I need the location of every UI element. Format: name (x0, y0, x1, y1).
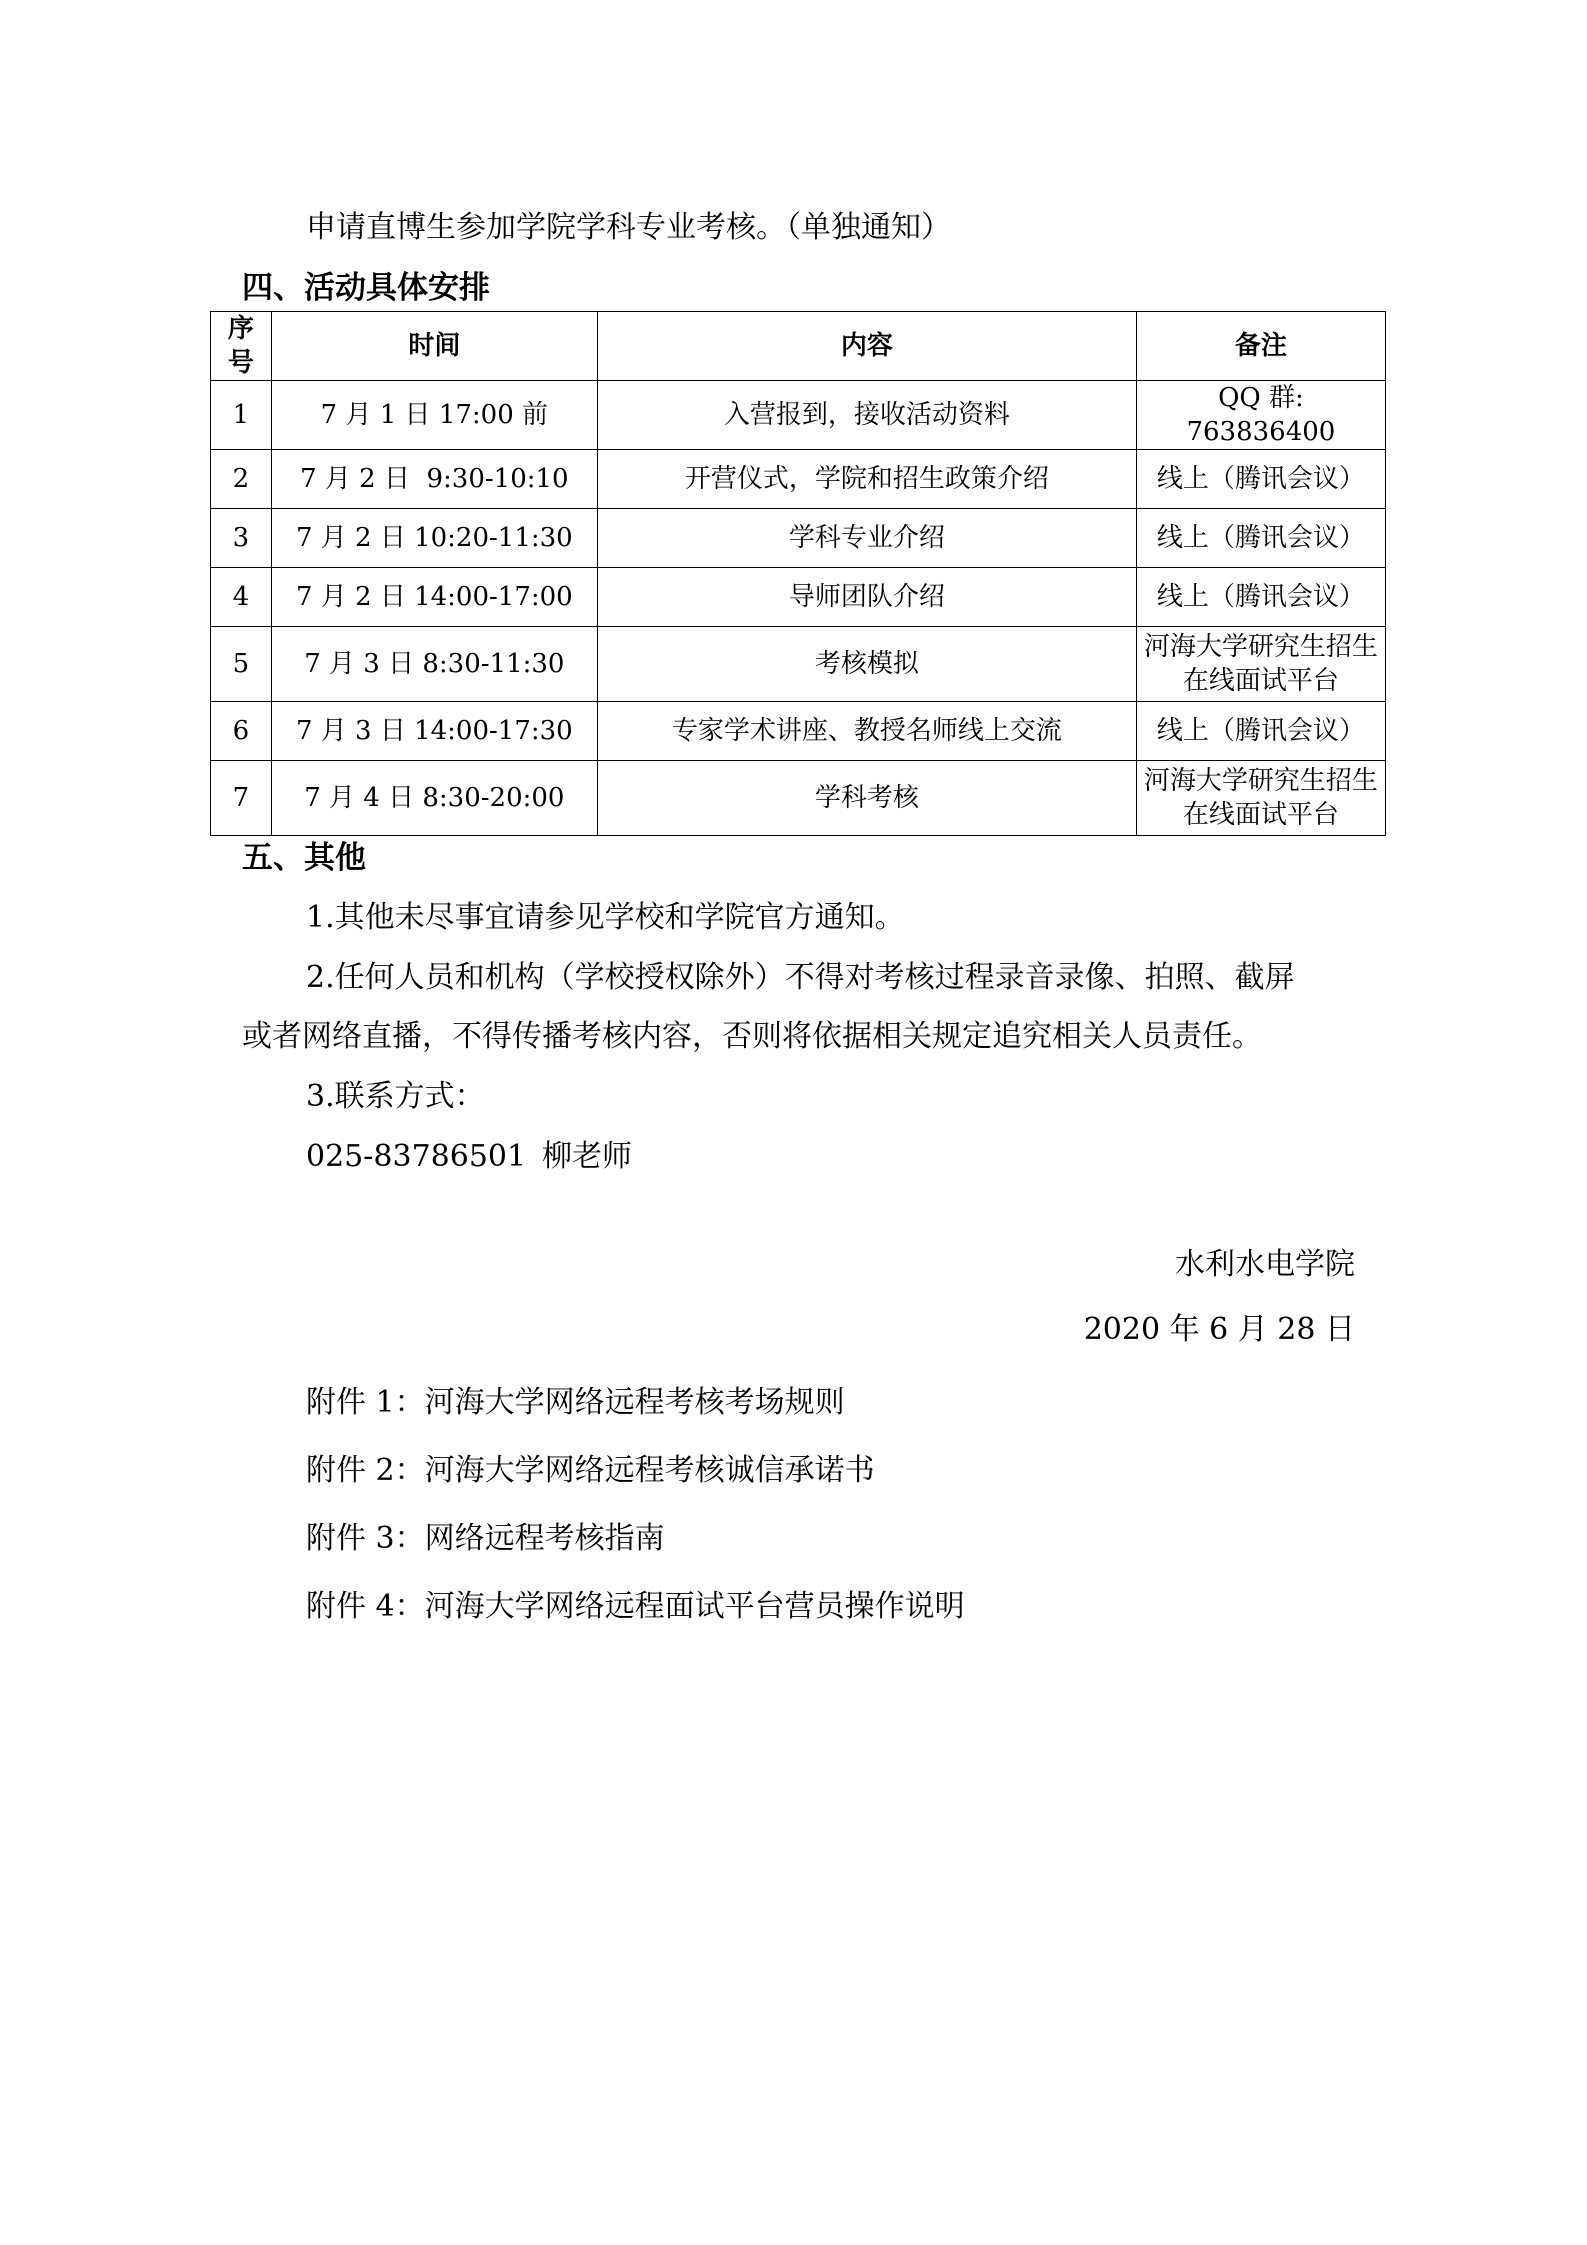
table-row (211, 450, 1386, 509)
header-content: 内容 (597, 312, 1136, 381)
table-header-row (211, 312, 1386, 381)
contact-name: 柳老师 (542, 1139, 632, 1174)
cell-time: 7 月 3 日 14:00-17:30 (271, 702, 597, 761)
cell-no: 7 (211, 761, 272, 836)
cell-no: 4 (211, 568, 272, 627)
cell-content: 学科专业介绍 (597, 509, 1136, 568)
other-item-3: 3.联系方式： (306, 1079, 485, 1114)
signature-date: 2020 年 6 月 28 日 (1083, 1312, 1355, 1347)
cell-time: 7 月 2 日 10:20-11:30 (271, 509, 597, 568)
attachment-1: 附件 1：河海大学网络远程考核考场规则 (306, 1385, 845, 1420)
header-note: 备注 (1136, 312, 1385, 381)
cell-no: 5 (211, 627, 272, 702)
other-item-1: 1.其他未尽事宜请参见学校和学院官方通知。 (306, 900, 905, 935)
header-no: 序号 (211, 312, 272, 381)
table-row (211, 761, 1386, 836)
cell-no: 6 (211, 702, 272, 761)
cell-content: 入营报到，接收活动资料 (597, 381, 1136, 450)
cell-note: 河海大学研究生招生在线面试平台 (1136, 761, 1385, 836)
cell-content: 开营仪式，学院和招生政策介绍 (597, 450, 1136, 509)
cell-time: 7 月 2 日 14:00-17:00 (271, 568, 597, 627)
cell-note: 线上（腾讯会议） (1136, 568, 1385, 627)
cell-no: 3 (211, 509, 272, 568)
cell-note: QQ 群: 763836400 (1136, 381, 1385, 450)
attachment-3: 附件 3：网络远程考核指南 (306, 1521, 665, 1556)
cell-no: 1 (211, 381, 272, 450)
table-row (211, 381, 1386, 450)
other-item-2-line1: 2.任何人员和机构（学校授权除外）不得对考核过程录音录像、拍照、截屏 (306, 960, 1295, 995)
table-row (211, 509, 1386, 568)
cell-time: 7 月 2 日 9:30-10:10 (271, 450, 597, 509)
cell-content: 学科考核 (597, 761, 1136, 836)
intro-line: 申请直博生参加学院学科专业考核。（单独通知） (306, 210, 951, 245)
attachment-4: 附件 4：河海大学网络远程面试平台营员操作说明 (306, 1589, 965, 1624)
cell-time: 7 月 4 日 8:30-20:00 (271, 761, 597, 836)
contact-phone: 025-83786501 (306, 1139, 527, 1174)
schedule-table (210, 311, 1386, 836)
cell-note: 线上（腾讯会议） (1136, 509, 1385, 568)
section5-title: 五、其他 (242, 840, 366, 876)
signature-org: 水利水电学院 (1175, 1247, 1355, 1282)
cell-note: 河海大学研究生招生在线面试平台 (1136, 627, 1385, 702)
cell-time: 7 月 3 日 8:30-11:30 (271, 627, 597, 702)
cell-content: 导师团队介绍 (597, 568, 1136, 627)
cell-no: 2 (211, 450, 272, 509)
cell-time: 7 月 1 日 17:00 前 (271, 381, 597, 450)
other-item-2-line2: 或者网络直播，不得传播考核内容，否则将依据相关规定追究相关人员责任。 (242, 1019, 1262, 1054)
section4-title: 四、活动具体安排 (242, 270, 490, 306)
header-time: 时间 (271, 312, 597, 381)
table-row (211, 568, 1386, 627)
cell-content: 考核模拟 (597, 627, 1136, 702)
attachment-2: 附件 2：河海大学网络远程考核诚信承诺书 (306, 1453, 875, 1488)
cell-note: 线上（腾讯会议） (1136, 702, 1385, 761)
table-row (211, 627, 1386, 702)
cell-note: 线上（腾讯会议） (1136, 450, 1385, 509)
cell-content: 专家学术讲座、教授名师线上交流 (597, 702, 1136, 761)
table-row (211, 702, 1386, 761)
